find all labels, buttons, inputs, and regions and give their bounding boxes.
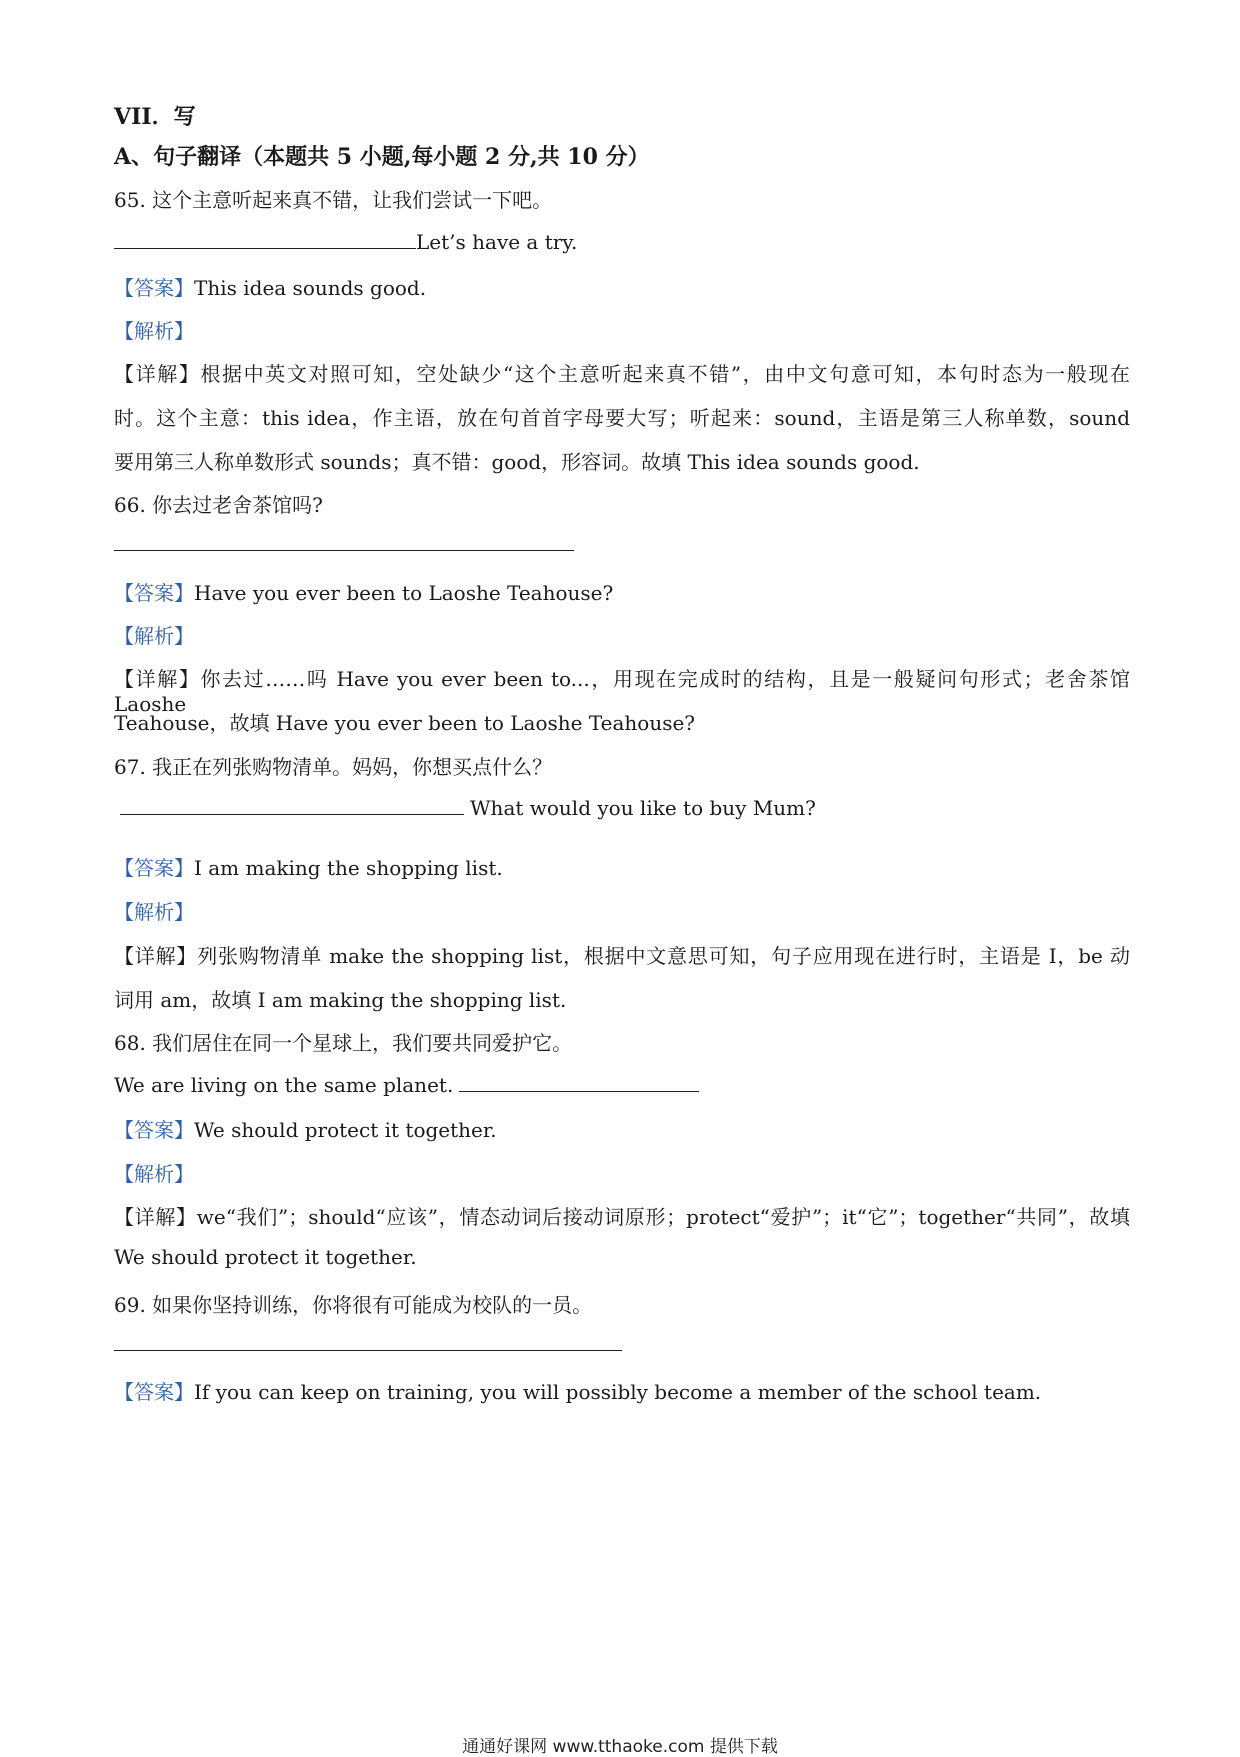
answer-text: Have you ever been to Laoshe Teahouse? xyxy=(194,581,614,605)
page-footer: 通通好课网 www.tthaoke.com 提供下载 xyxy=(462,1737,778,1757)
question-66-answer xyxy=(114,577,613,606)
question-68-answer xyxy=(114,1114,497,1143)
answer-label: 【答案】 xyxy=(114,1380,194,1404)
answer-text: We should protect it together. xyxy=(194,1118,497,1142)
question-66-analysis-label: 【解析】 xyxy=(114,624,194,648)
question-65-answer xyxy=(114,272,426,301)
detail-label: 【详解】 xyxy=(114,667,201,691)
answer-label: 【答案】 xyxy=(114,1118,194,1142)
detail-text: 根据中英文对照可知，空处缺少“这个主意听起来真不错”，由中文句意可知，本句时态为一般现在 xyxy=(200,362,1131,386)
question-67-after-blank: What would you like to buy Mum? xyxy=(470,796,816,820)
question-65-analysis-label: 【解析】 xyxy=(114,319,194,343)
question-65-detail-line-2: 时。这个主意：this idea，作主语，放在句首首字母要大写；听起来：sound，主语是第三人称单数，sound xyxy=(114,406,1130,430)
detail-label: 【详解】 xyxy=(114,362,201,386)
question-67-answer xyxy=(114,852,503,881)
detail-label: 【详解】 xyxy=(114,1205,197,1229)
question-65-fill-line xyxy=(114,228,577,254)
question-69-answer xyxy=(114,1376,1041,1405)
question-69-prompt: 69. 如果你坚持训练，你将很有可能成为校队的一员。 xyxy=(114,1293,593,1317)
question-68-detail-line-1 xyxy=(114,1201,1130,1230)
answer-text: I am making the shopping list. xyxy=(194,856,503,880)
question-67-detail-line-1 xyxy=(114,940,1130,969)
question-67-fill-line xyxy=(120,794,816,820)
detail-text: we“我们”；should“应该”，情态动词后接动词原形；protect“爱护”；it“它”；together“共同”，故填 xyxy=(196,1205,1130,1229)
answer-blank xyxy=(120,794,464,815)
answer-blank xyxy=(114,530,574,551)
section-title: VII．写 xyxy=(114,104,196,130)
answer-text: If you can keep on training, you will possibly become a member of the school team. xyxy=(194,1380,1042,1404)
question-65-after-blank: Let’s have a try. xyxy=(416,230,578,254)
question-68-prompt: 68. 我们居住在同一个星球上，我们要共同爱护它。 xyxy=(114,1031,573,1055)
question-67-analysis-label: 【解析】 xyxy=(114,900,194,924)
answer-label: 【答案】 xyxy=(114,856,194,880)
answer-label: 【答案】 xyxy=(114,581,194,605)
subsection-title: A、句子翻译（本题共 5 小题,每小题 2 分,共 10 分） xyxy=(114,144,650,170)
question-65-detail-line-1 xyxy=(114,358,1130,387)
answer-blank xyxy=(114,1330,622,1351)
question-68-fill-line xyxy=(114,1071,699,1097)
question-68-analysis-label: 【解析】 xyxy=(114,1162,194,1186)
question-66-detail-line-2: Teahouse，故填 Have you ever been to Laoshe Teahouse? xyxy=(114,711,696,735)
question-67-prompt: 67. 我正在列张购物清单。妈妈，你想买点什么？ xyxy=(114,755,553,779)
answer-blank xyxy=(459,1071,699,1092)
answer-blank xyxy=(114,228,416,249)
question-69-fill-line xyxy=(114,1330,622,1356)
detail-label: 【详解】 xyxy=(114,944,198,968)
question-67-detail-line-2: 词用 am，故填 I am making the shopping list. xyxy=(114,988,567,1012)
question-65-prompt: 65. 这个主意听起来真不错，让我们尝试一下吧。 xyxy=(114,188,553,212)
question-68-detail-line-2: We should protect it together. xyxy=(114,1245,417,1269)
answer-text: This idea sounds good. xyxy=(194,276,427,300)
question-65-detail-line-3: 要用第三人称单数形式 sounds；真不错：good，形容词。故填 This idea sounds good. xyxy=(114,450,920,474)
detail-text: 你去过……吗 Have you ever been to...，用现在完成时的结构，且是一般疑问句形式；老舍茶馆 Laoshe xyxy=(114,667,1131,716)
detail-text: 列张购物清单 make the shopping list，根据中文意思可知，句子应用现在进行时，主语是 I，be 动 xyxy=(197,944,1131,968)
answer-label: 【答案】 xyxy=(114,276,194,300)
question-68-before-blank: We are living on the same planet. xyxy=(114,1073,454,1097)
question-66-fill-line xyxy=(114,530,574,556)
question-66-prompt: 66. 你去过老舍茶馆吗? xyxy=(114,493,323,517)
